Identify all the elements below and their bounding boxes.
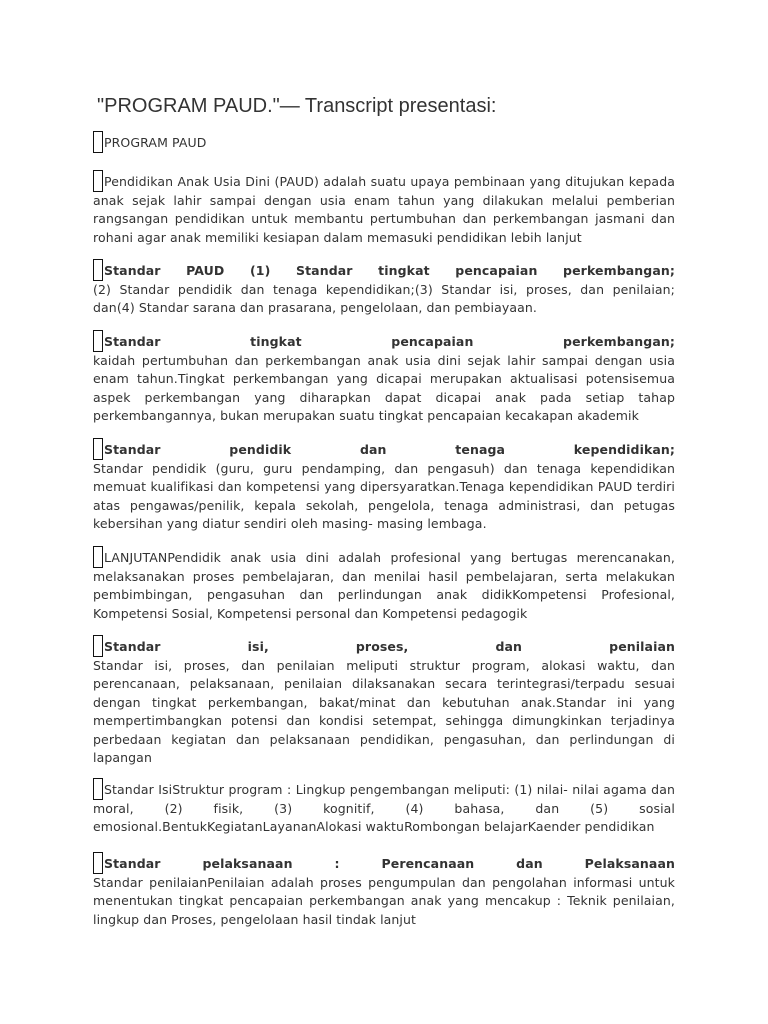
slide-4-text: kaidah pertumbuhan dan perkembangan anak usia dini sejak lahir sampai dengan usia enam tahun.Tingkat perkembangan yang dicapai merupakan aktualisasi potensisemua aspek perkembangan yang diharapkan dapat dicapai anak pada setiap tahap perkembangannya, bukan merupakan suatu tingkat pencapaian kecakapan akademik <box>93 353 675 424</box>
slide-1-text: PROGRAM PAUD <box>104 135 207 150</box>
slide-6-text: LANJUTANPendidik anak usia dini adalah profesional yang bertugas merencanakan, melaksanakan proses pembelajaran, dan menilai hasil pembelajaran, serta melakukan pembimbingan, pengasuhan dan perlindungan anak didikKompetensi Profesional, Kompetensi Sosial, Kompetensi personal dan Kompetensi pedagogik <box>93 550 675 621</box>
slide-1 <box>93 131 675 153</box>
slide-8 <box>93 778 675 837</box>
slide-thumbnail-icon[interactable] <box>93 170 103 192</box>
slide-6 <box>93 546 675 623</box>
slide-9-text: Standar penilaianPenilaian adalah proses pengumpulan dan pengolahan informasi untuk menentukan tingkat pencapaian perkembangan anak yang mencakup : Teknik penilaian, lingkup dan Proses, pengelolaan hasil tindak lanjut <box>93 875 675 927</box>
slide-thumbnail-icon[interactable] <box>93 131 103 153</box>
slide-9 <box>93 852 675 929</box>
slide-7-text: Standar isi, proses, dan penilaian meliputi struktur program, alokasi waktu, dan perencanaan, pelaksanaan, penilaian dilaksanakan secara terintegrasi/terpadu sesuai dengan tingkat perkembangan, bakat/minat dan kebutuhan anak.Standar ini yang mempertimbangkan potensi dan kondisi setempat, sehingga dimungkinkan terjadinya perbedaan kegiatan dan pelaksanaan pendidikan, pengasuhan, dan perlindungan di lapangan <box>93 658 675 766</box>
slide-thumbnail-icon[interactable] <box>93 259 103 281</box>
slide-thumbnail-icon[interactable] <box>93 438 103 460</box>
slide-3 <box>93 259 675 318</box>
slide-2 <box>93 170 675 247</box>
slide-8-text: Standar IsiStruktur program : Lingkup pengembangan meliputi: (1) nilai- nilai agama dan moral, (2) fisik, (3) kognitif, (4) bahasa, dan (5) sosial emosional.BentukKegiatanLayananAlokasi waktuRombongan belajarKaender pendidikan <box>93 782 675 835</box>
page-title: "PROGRAM PAUD."— Transcript presentasi: <box>97 95 497 117</box>
slide-2-text: Pendidikan Anak Usia Dini (PAUD) adalah suatu upaya pembinaan yang ditujukan kepada anak sejak lahir sampai dengan usia enam tahun yang dilakukan melalui pemberian rangsangan pendidikan untuk membantu pertumbuhan dan perkembangan jasmani dan rohani agar anak memiliki kesiapan dalam memasuki pendidikan lebih lanjut <box>93 174 675 245</box>
slide-4-heading: Standar tingkat pencapaian perkembangan; <box>93 330 675 352</box>
slide-7 <box>93 635 675 767</box>
slide-5-heading: Standar pendidik dan tenaga kependidikan; <box>93 438 675 460</box>
slide-3-text: (2) Standar pendidik dan tenaga kependidikan;(3) Standar isi, proses, dan penilaian; dan(4) Standar sarana dan prasarana, pengelolaan, dan pembiayaan. <box>93 282 675 316</box>
slide-thumbnail-icon[interactable] <box>93 330 103 352</box>
slide-9-heading: Standar pelaksanaan : Perencanaan dan Pelaksanaan <box>93 852 675 874</box>
slide-thumbnail-icon[interactable] <box>93 546 103 568</box>
slide-thumbnail-icon[interactable] <box>93 635 103 657</box>
slide-5 <box>93 438 675 534</box>
slide-7-heading: Standar isi, proses, dan penilaian <box>93 635 675 657</box>
slide-thumbnail-icon[interactable] <box>93 852 103 874</box>
slide-thumbnail-icon[interactable] <box>93 778 103 800</box>
slide-3-heading: Standar PAUD (1) Standar tingkat pencapaian perkembangan; <box>93 259 675 281</box>
slide-4 <box>93 330 675 426</box>
slide-5-text: Standar pendidik (guru, guru pendamping, dan pengasuh) dan tenaga kependidikan memuat kualifikasi dan kompetensi yang dipersyaratkan.Tenaga kependidikan PAUD terdiri atas pengawas/penilik, kepala sekolah, pengelola, tenaga administrasi, dan petugas kebersihan yang diatur sendiri oleh masing- masing lembaga. <box>93 461 675 532</box>
transcript-page <box>93 92 675 927</box>
